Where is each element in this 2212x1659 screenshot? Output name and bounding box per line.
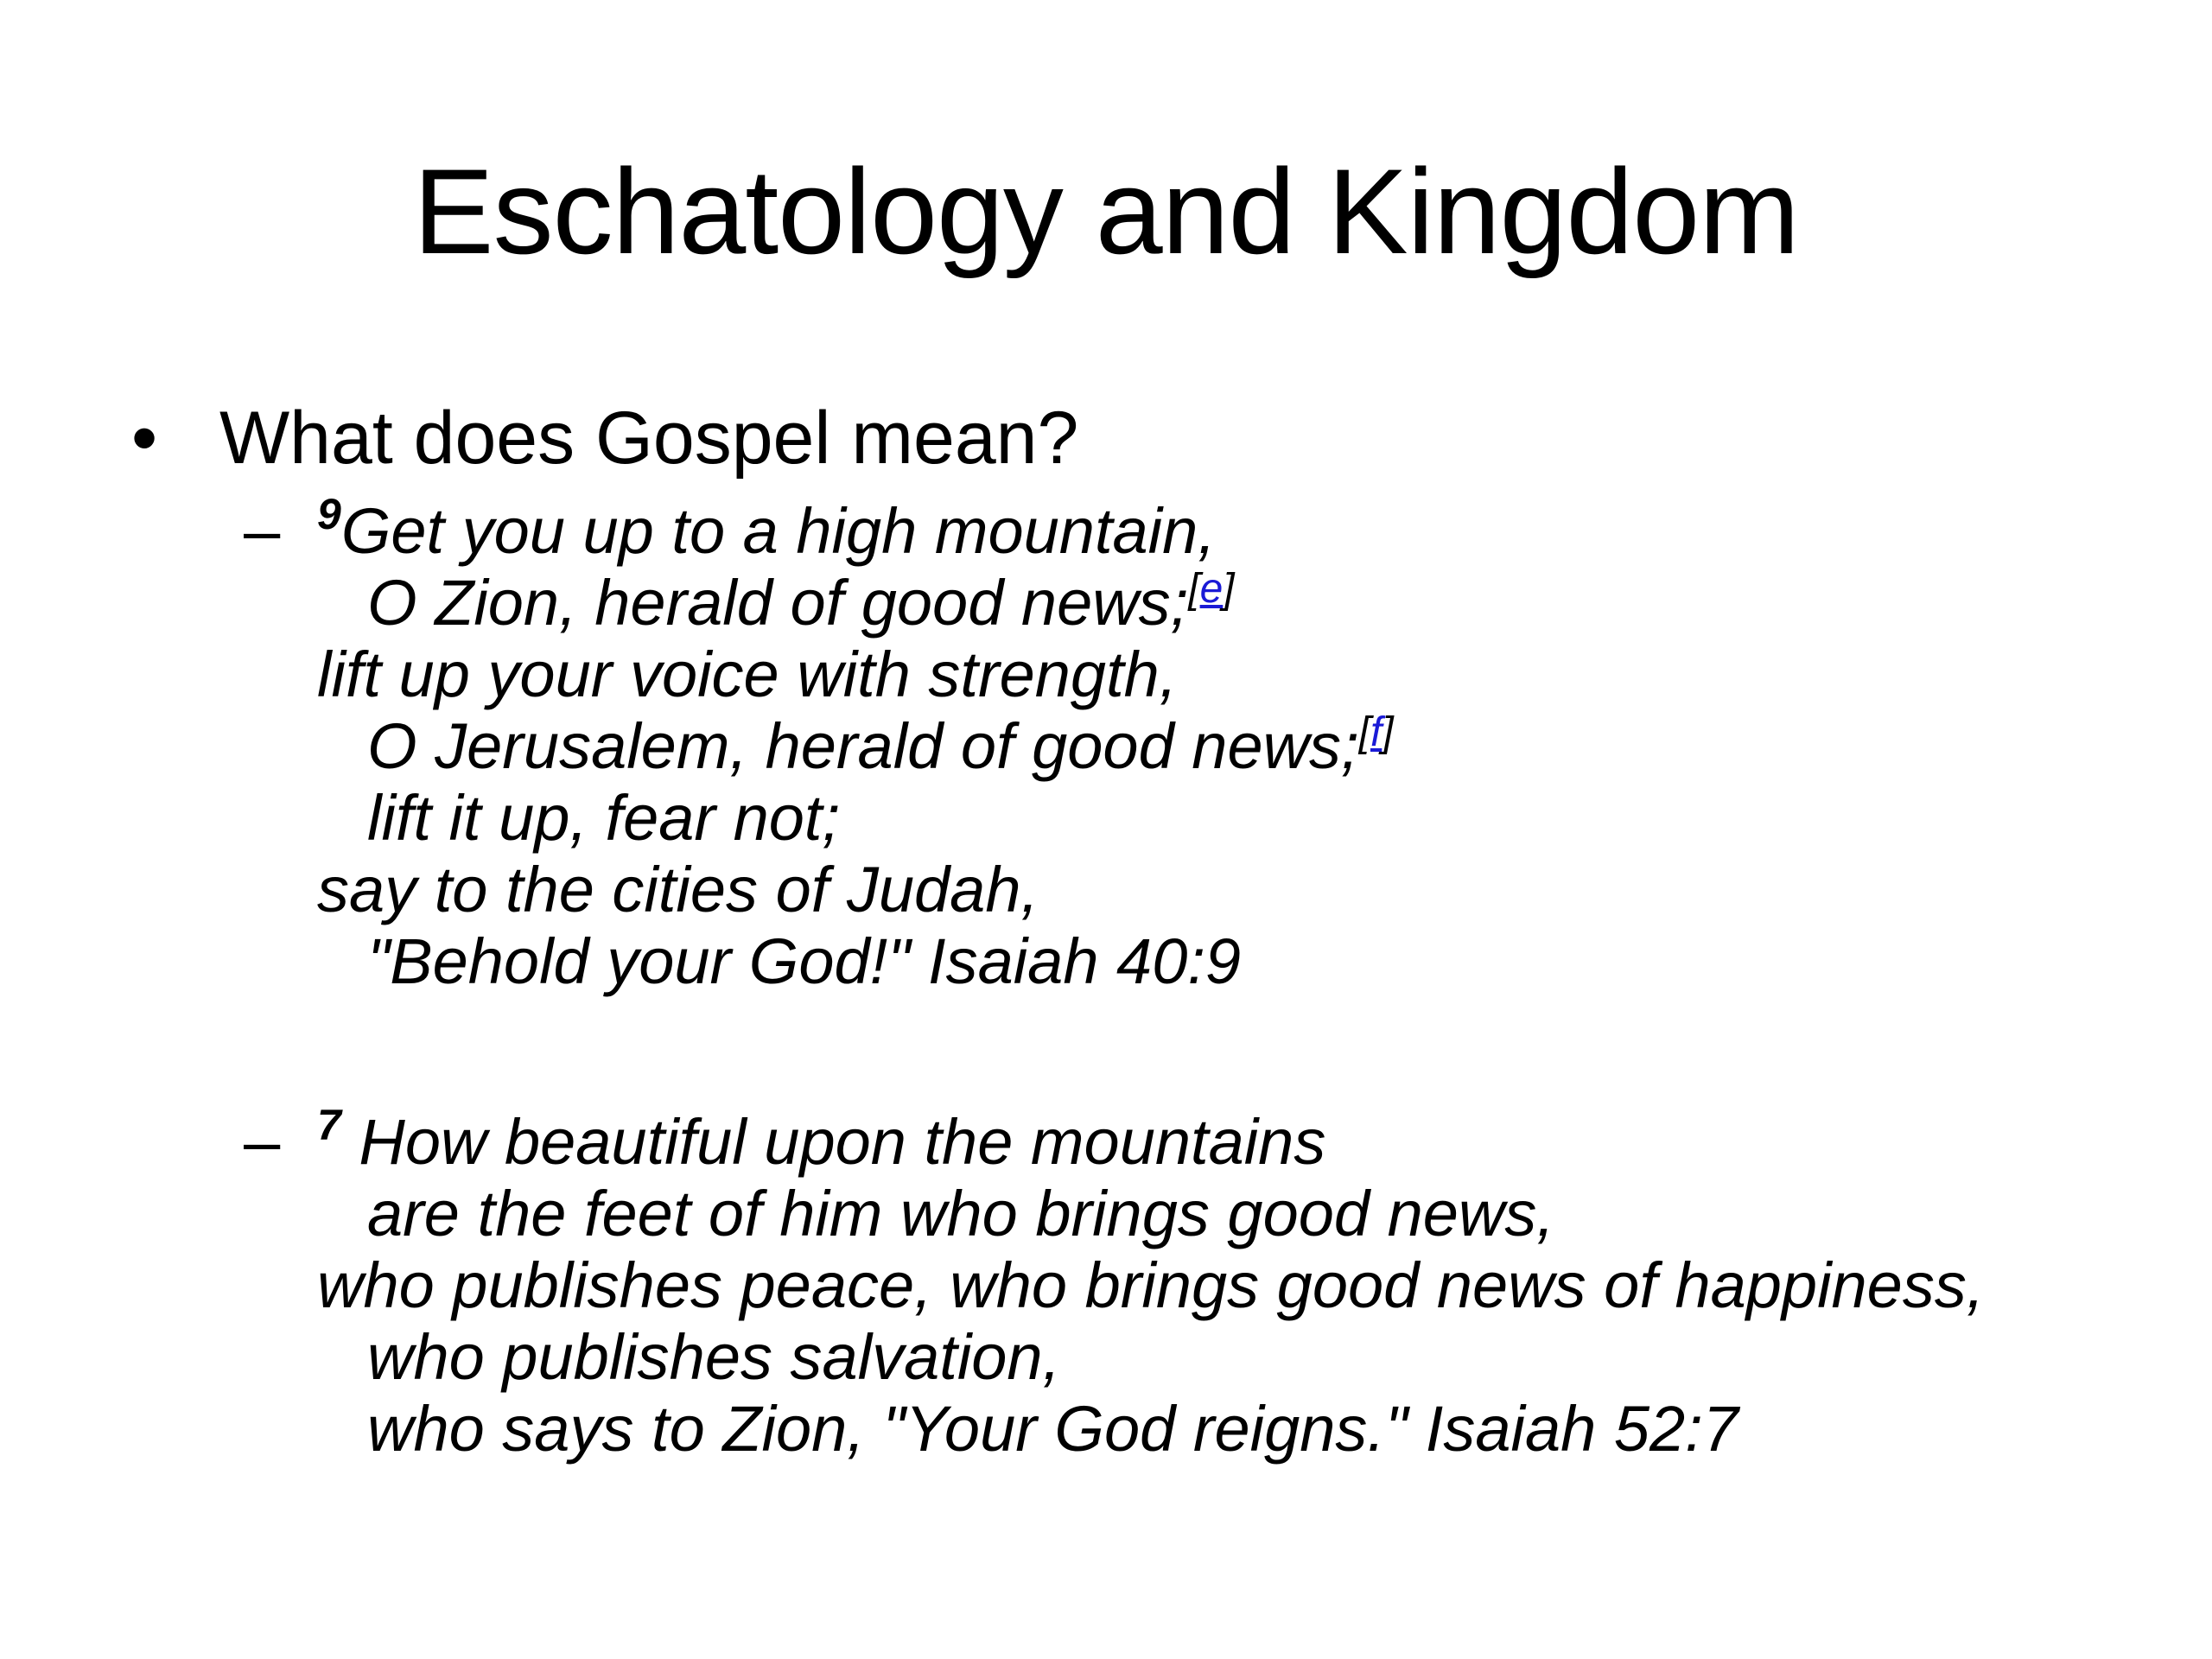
passage-2-line-1	[317, 1101, 1326, 1179]
sub-bullet-dash-icon: –	[244, 1105, 281, 1179]
footnote-bracket: ]	[1223, 566, 1235, 612]
sub-bullet-dash-icon: –	[244, 494, 281, 568]
slide-title: Eschatology and Kingdom	[413, 143, 1799, 279]
footnote-link-f[interactable]: f	[1370, 709, 1382, 755]
passage-2-line-5: who says to Zion, "Your God reigns." Isaiah 52:7	[367, 1393, 1738, 1465]
verse-text: O Zion, herald of good news;	[367, 567, 1189, 639]
passage-1-line-6: say to the cities of Judah,	[317, 854, 1039, 925]
passage-1-line-1	[317, 490, 1216, 568]
passage-1-line-7: "Behold your God!" Isaiah 40:9	[367, 925, 1242, 997]
footnote-e	[1188, 566, 1234, 612]
footnote-link-e[interactable]: e	[1199, 566, 1224, 612]
bullet-dot-icon: •	[131, 397, 158, 480]
passage-2-line-2: are the feet of him who brings good news,	[367, 1178, 1554, 1249]
passage-1-line-3: lift up your voice with strength,	[317, 639, 1178, 710]
verse-text: How beautiful upon the mountains	[340, 1106, 1326, 1178]
passage-1-line-2	[367, 567, 1235, 639]
passage-1-line-5: lift it up, fear not;	[367, 782, 841, 854]
verse-text: Get you up to a high mountain,	[340, 495, 1216, 567]
passage-2-line-3: who publishes peace, who brings good news of happiness,	[317, 1249, 1985, 1321]
verse-number: 9	[317, 490, 341, 538]
passage-2-line-4: who publishes salvation,	[367, 1321, 1061, 1393]
passage-1-line-4	[367, 710, 1394, 783]
footnote-bracket: ]	[1382, 709, 1394, 755]
verse-text: O Jerusalem, herald of good news;	[367, 710, 1359, 782]
verse-number: 7	[317, 1101, 341, 1149]
footnote-bracket: [	[1188, 566, 1200, 612]
footnote-bracket: [	[1358, 709, 1370, 755]
footnote-f	[1359, 709, 1394, 755]
bullet-text: What does Gospel mean?	[219, 397, 1079, 480]
